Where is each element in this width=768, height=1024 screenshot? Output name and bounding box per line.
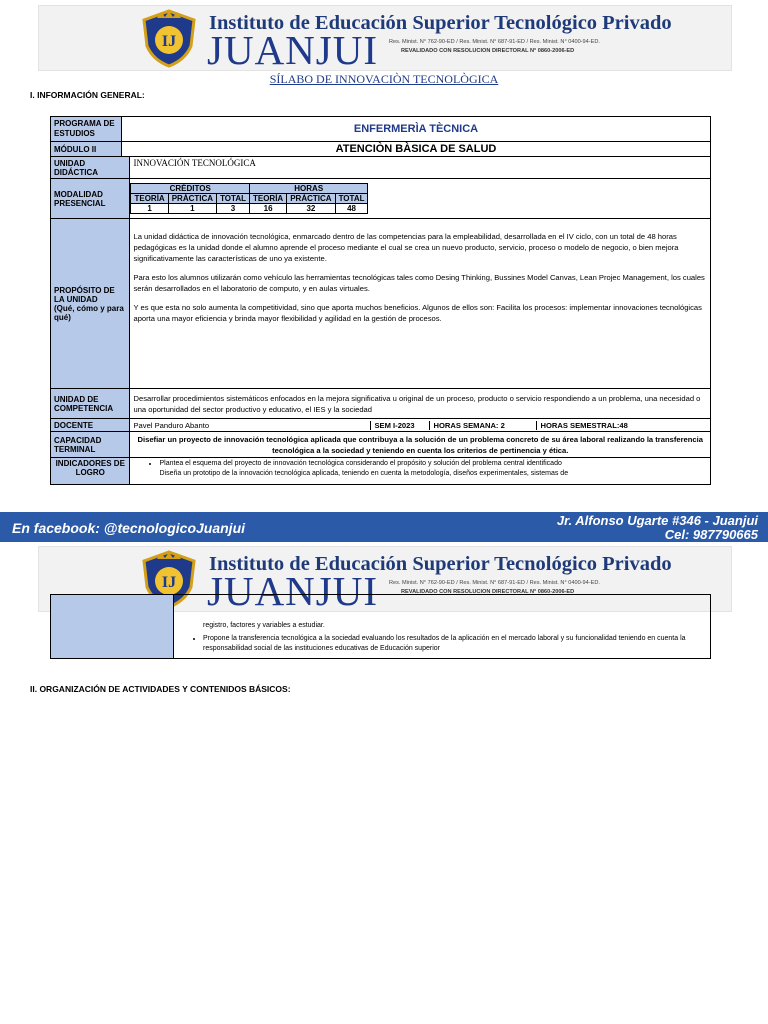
indicador-item-cont: registro, factores y variables a estudiar. — [203, 622, 325, 629]
proposito-paragraph: La unidad didáctica de innovación tecnológica, enmarcado dentro de las competencias para la empleabilidad, desarrollada en el IV ciclo, con un total de 48 horas pedagógicas es la unidad donde el alumno aprende el proceso mediante el cual se crea un nuevo producto, servicio, proceso o modelo de negocio, o bien mejora significativamente las características de uno ya existente. — [133, 232, 679, 263]
proposito-subtitle: (Qué, cómo y para qué) — [54, 303, 124, 322]
horas-header: HORAS — [249, 184, 368, 194]
unidad-value: INNOVACIÓN TECNOLÓGICA — [130, 157, 711, 179]
cred-practica-header: PRÁCTICA — [168, 194, 216, 204]
proposito-label — [51, 219, 130, 389]
hrs-practica-header: PRÁCTICA — [287, 194, 335, 204]
institute-header — [38, 5, 732, 71]
indicadores-list-cont — [174, 595, 711, 659]
address: Jr. Alfonso Ugarte #346 - Juanjui — [556, 513, 758, 528]
hrs-teoria-header: TEORÍA — [249, 194, 286, 204]
institute-name: JUANJUI — [207, 568, 378, 614]
section-activities: II. ORGANIZACIÓN DE ACTIVIDADES Y CONTENIDOS BÁSICOS: — [30, 684, 291, 694]
hrs-practica-value: 32 — [287, 204, 335, 214]
contact-banner — [0, 512, 768, 542]
credits-hours-table — [130, 183, 368, 214]
cred-total-header: TOTAL — [217, 194, 250, 204]
indicador-item: • Propone la transferencia tecnológica a la sociedad evaluando los resultados de la aplicación en el mercado laboral y su funcionalidad teniendo en cuenta la responsabilidad social de las instituciones educativas de Educación superior — [203, 634, 707, 654]
cred-total-value: 3 — [217, 204, 250, 214]
proposito-paragraph: Para esto los alumnos utilizarán como vehículo las herramientas tecnológicas tales como Desing Thinking, Bussines Model Canvas, Lean Projec Management, los cuales serán desarrollados en el laboratorio de computo, y en aulas virtuales. — [133, 273, 705, 293]
institute-name: JUANJUI — [207, 27, 378, 73]
modulo-label: MÓDULO II — [51, 142, 122, 157]
indicadores-label: INDICADORES DE LOGRO — [51, 458, 130, 485]
proposito-paragraph: Y es que esta no solo aumenta la competitividad, sino que aporta muchos beneficios. Algunos de ellos son: Facilita los procesos: implementar innovaciones tecnológicas aporta una mayor eficiencia y brinda mayor flexibilidad y agilidad en la gestión de procesos. — [133, 303, 702, 323]
semestre-value: SEM I-2023 — [371, 421, 430, 430]
horas-semestral-value: HORAS SEMESTRAL:48 — [540, 420, 628, 430]
indicadores-list — [130, 458, 711, 485]
facebook-handle: En facebook: @tecnologicoJuanjui — [12, 520, 246, 536]
institute-revalidation: REVALIDADO CON RESOLUCION DIRECTORAL N° 0860-2006-ED — [401, 589, 575, 595]
syllabus-title: SÍLABO DE INNOVACIÒN TECNOLÒGICA — [269, 72, 499, 86]
competencia-label: UNIDAD DE COMPETENCIA — [51, 389, 130, 419]
cred-teoria-value: 1 — [131, 204, 168, 214]
modulo-value: ATENCIÒN BÀSICA DE SALUD — [122, 142, 711, 157]
indicador-item: • Diseña un prototipo de la innovación tecnológica aplicada, teniendo en cuenta la metodología, diseños experimentales, sistemas de — [159, 469, 707, 479]
svg-text:IJ: IJ — [161, 574, 177, 591]
capacidad-label: CAPACIDAD TERMINAL — [51, 432, 130, 458]
proposito-title: PROPÓSITO DE LA UNIDAD — [54, 285, 115, 304]
modalidad-label: MODALIDAD PRESENCIAL — [51, 179, 130, 219]
institute-resolutions: Res. Minist. N° 762-90-ED / Res. Minist. N° 687-91-ED / Res. Minist. N° 0400-94-ED. — [389, 39, 600, 45]
indicadores-continuation-table — [50, 594, 711, 659]
indicador-item: • Plantea el esquema del proyecto de innovación tecnológica considerando el propósito y solución del problema central identificado — [159, 459, 707, 469]
competencia-value: Desarrollar procedimientos sistemáticos enfocados en la mejora significativa u original de un proceso, producto o servicio respondiendo a un problema, una necesidad o una oportunidad del sector productivo y educativo, el IES y la sociedad — [130, 389, 711, 419]
institute-title: Instituto de Educación Superior Tecnológico Privado — [209, 553, 672, 575]
phone: Cel: 987790665 — [664, 527, 758, 542]
docente-row — [130, 421, 710, 430]
docente-label: DOCENTE — [51, 419, 130, 432]
horas-semana-value: HORAS SEMANA: 2 — [430, 421, 537, 430]
proposito-text — [130, 219, 711, 389]
institute-title: Instituto de Educación Superior Tecnológico Privado — [209, 12, 672, 34]
section-general-info: I. INFORMACIÓN GENERAL: — [30, 90, 145, 100]
institute-revalidation: REVALIDADO CON RESOLUCION DIRECTORAL N° 0860-2006-ED — [401, 48, 575, 54]
info-table — [50, 116, 711, 485]
programa-label: PROGRAMA DE ESTUDIOS — [51, 117, 122, 142]
hrs-teoria-value: 16 — [249, 204, 286, 214]
contact-info — [557, 514, 758, 542]
creditos-header: CRÉDITOS — [131, 184, 250, 194]
cred-teoria-header: TEORÍA — [131, 194, 168, 204]
docente-value: Pavel Panduro Abanto — [130, 421, 371, 430]
hrs-total-header: TOTAL — [335, 194, 368, 204]
institute-logo — [139, 8, 199, 68]
indicadores-label-cont — [51, 595, 174, 659]
institute-resolutions: Res. Minist. N° 762-90-ED / Res. Minist. N° 687-91-ED / Res. Minist. N° 0400-94-ED. — [389, 580, 600, 586]
capacidad-value: Disefiar un proyecto de innovación tecnológica aplicada que contribuya a la solución de un problema concreto de su área laboral realizando la transferencia tecnológica a la sociedad y teniendo en cuenta los criterios de pertinencia y ética. — [130, 432, 711, 458]
programa-value: ENFERMERÌA TÈCNICA — [122, 117, 711, 142]
svg-text:IJ: IJ — [161, 33, 177, 50]
cred-practica-value: 1 — [168, 204, 216, 214]
hrs-total-value: 48 — [335, 204, 368, 214]
unidad-label: UNIDAD DIDÁCTICA — [51, 157, 130, 179]
